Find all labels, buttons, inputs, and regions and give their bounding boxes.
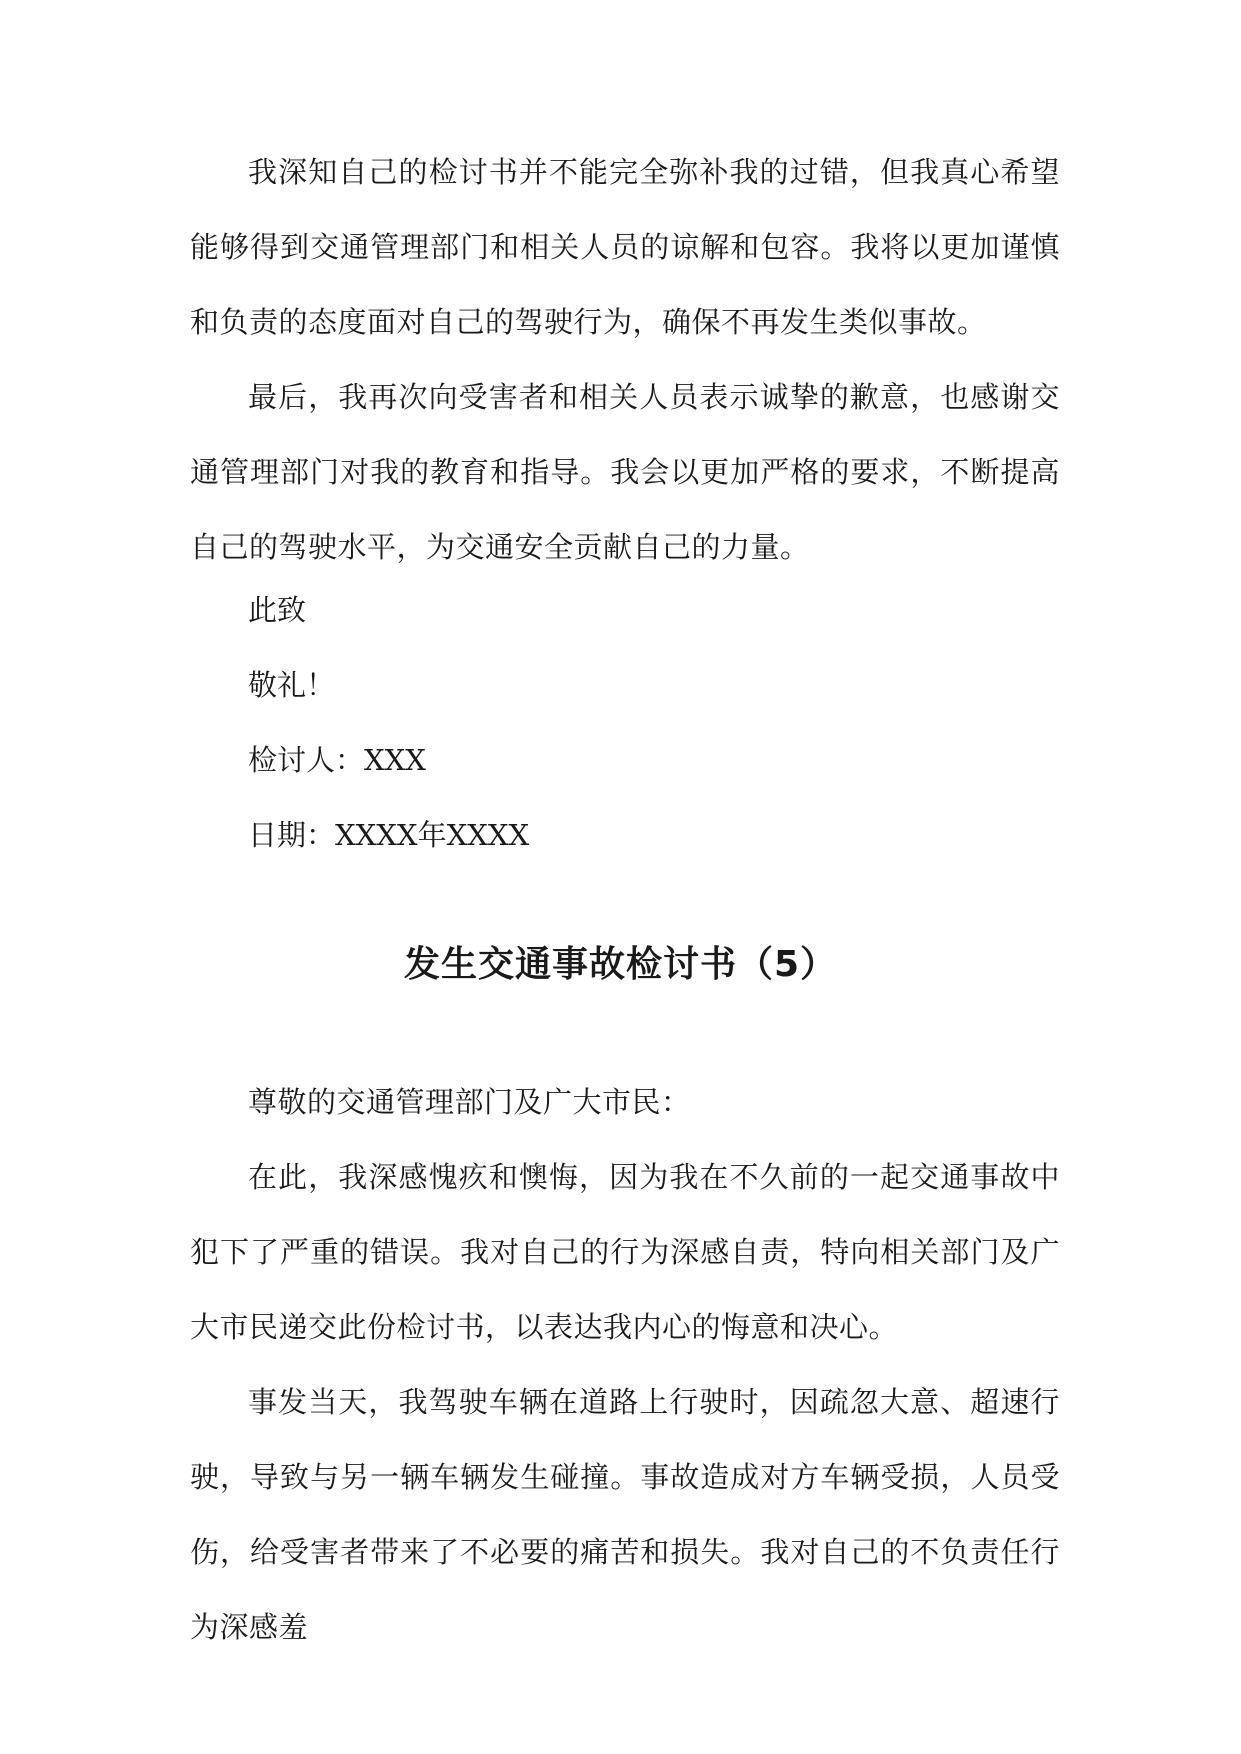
paragraph: 在此，我深感愧疚和懊悔，因为我在不久前的一起交通事故中犯下了严重的错误。我对自己的行为深感自责，特向相关部门及广大市民递交此份检讨书，以表达我内心的悔意和决心。 — [190, 1160, 1060, 1344]
date-line: 日期：XXXX年XXXX — [248, 818, 530, 852]
author-line: 检讨人：XXX — [248, 743, 426, 777]
closing-salutation: 此致 — [248, 593, 307, 627]
bottom-section — [190, 1065, 1060, 1665]
paragraph: 事发当天，我驾驶车辆在道路上行驶时，因疏忽大意、超速行驶，导致与另一辆车辆发生碰撞。事故造成对方车辆受损，人员受伤，给受害者带来了不必要的痛苦和损失。我对自己的不负责任行为深感羞 — [190, 1385, 1060, 1644]
top-section — [190, 135, 1060, 585]
greeting: 尊敬的交通管理部门及广大市民： — [248, 1085, 691, 1119]
closing-respect: 敬礼！ — [248, 668, 336, 702]
section-title: 发生交通事故检讨书（5） — [403, 944, 838, 985]
paragraph: 我深知自己的检讨书并不能完全弥补我的过错，但我真心希望能够得到交通管理部门和相关人员的谅解和包容。我将以更加谨慎和负责的态度面对自己的驾驶行为，确保不再发生类似事故。 — [190, 155, 1060, 339]
paragraph: 最后，我再次向受害者和相关人员表示诚挚的歉意，也感谢交通管理部门对我的教育和指导。我会以更加严格的要求，不断提高自己的驾驶水平，为交通安全贡献自己的力量。 — [190, 380, 1060, 564]
